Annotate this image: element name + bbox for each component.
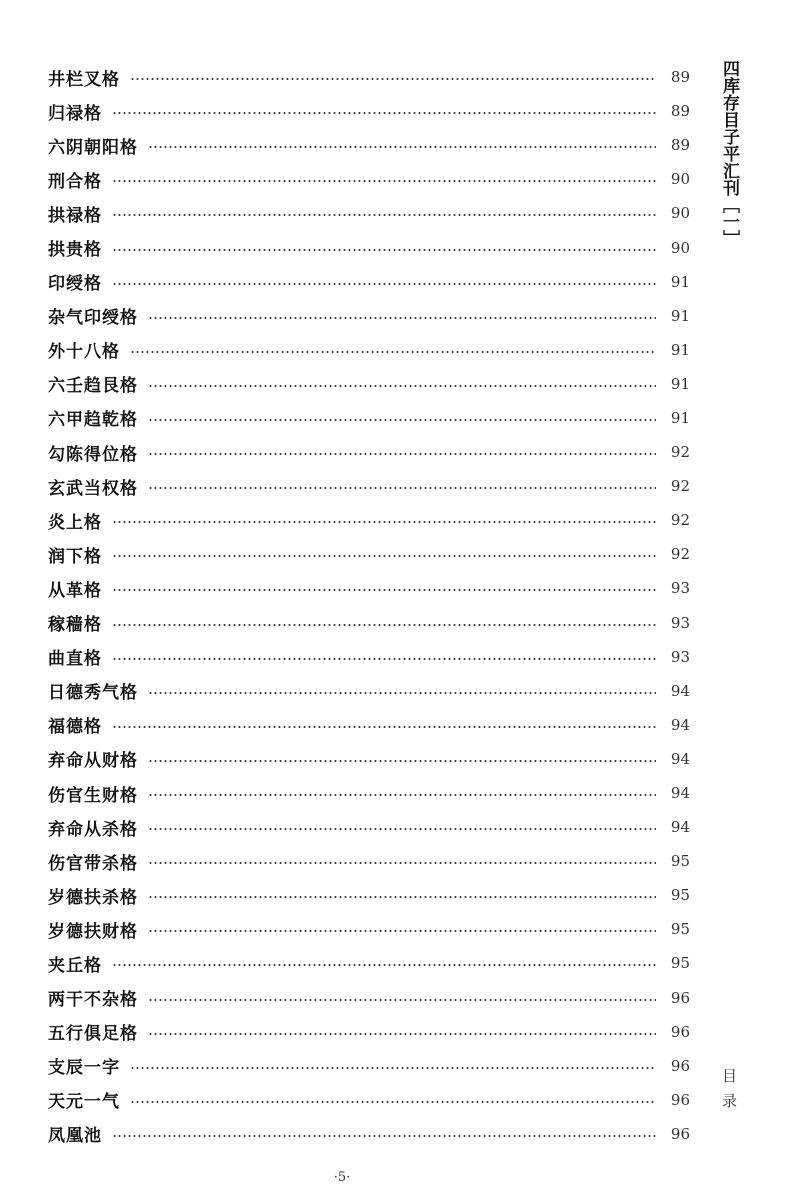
toc-entry [48,742,690,776]
toc-entry [48,503,690,537]
toc-entry [48,981,690,1015]
toc-entry-title: 五行俱足格 [48,1024,138,1045]
toc-entry [48,606,690,640]
table-of-contents [48,60,690,1151]
toc-entry-page: 94 [670,784,690,803]
toc-entry-page: 91 [670,306,690,325]
dot-leader [112,589,656,591]
dot-leader [112,283,656,285]
dot-leader [112,658,656,660]
toc-entry [48,1015,690,1049]
toc-entry [48,94,690,128]
dot-leader [112,1135,656,1137]
dot-leader [148,487,656,489]
dot-leader [148,146,656,148]
toc-entry-page: 96 [670,1124,690,1143]
section-label: 目录 [720,1068,738,1118]
toc-entry-title: 岁德扶杀格 [48,887,138,908]
toc-entry-page: 90 [670,238,690,257]
dot-leader [112,249,656,251]
dot-leader [130,1101,656,1103]
dot-leader [148,999,656,1001]
toc-entry-title: 刑合格 [48,171,102,192]
toc-entry [48,912,690,946]
toc-entry-page: 92 [670,477,690,496]
toc-entry-title: 凤凰池 [48,1126,102,1147]
toc-entry-title: 玄武当权格 [48,478,138,499]
dot-leader [148,828,656,830]
toc-entry [48,128,690,162]
toc-entry-page: 89 [670,68,690,87]
toc-entry-page: 91 [670,374,690,393]
toc-entry [48,537,690,571]
dot-leader [148,1033,656,1035]
toc-entry-title: 伤官生财格 [48,785,138,806]
toc-entry-title: 润下格 [48,546,102,567]
toc-entry-title: 井栏叉格 [48,69,120,90]
toc-entry [48,844,690,878]
toc-entry-title: 夹丘格 [48,955,102,976]
toc-entry-title: 支辰一字 [48,1058,120,1079]
toc-entry-page: 93 [670,613,690,632]
toc-entry [48,1083,690,1117]
toc-entry-page: 89 [670,102,690,121]
toc-entry-page: 92 [670,511,690,530]
toc-entry-title: 勾陈得位格 [48,444,138,465]
toc-entry-page: 92 [670,443,690,462]
dot-leader [130,1067,656,1069]
toc-entry-title: 稼穑格 [48,615,102,636]
toc-entry-page: 93 [670,647,690,666]
toc-entry [48,674,690,708]
toc-entry-title: 六壬趋艮格 [48,376,138,397]
toc-entry [48,1049,690,1083]
toc-entry [48,401,690,435]
toc-entry [48,878,690,912]
toc-entry-title: 外十八格 [48,342,120,363]
toc-entry-page: 94 [670,818,690,837]
toc-entry [48,640,690,674]
toc-entry [48,946,690,980]
toc-entry-page: 91 [670,408,690,427]
page-folio: ·5· [333,1170,351,1185]
toc-entry [48,299,690,333]
toc-entry [48,162,690,196]
dot-leader [148,692,656,694]
toc-entry [48,708,690,742]
toc-entry [48,571,690,605]
dot-leader [112,555,656,557]
toc-entry-title: 杂气印绶格 [48,308,138,329]
toc-entry-page: 95 [670,852,690,871]
toc-entry-page: 96 [670,988,690,1007]
toc-entry-page: 96 [670,1022,690,1041]
dot-leader [112,964,656,966]
dot-leader [130,351,656,353]
toc-entry [48,333,690,367]
toc-entry-page: 91 [670,340,690,359]
dot-leader [112,726,656,728]
toc-entry-page: 91 [670,272,690,291]
book-series-title: 四库存目子平汇刊［一］ [719,60,739,247]
toc-entry-title: 印绶格 [48,274,102,295]
toc-entry-page: 90 [670,204,690,223]
toc-entry-page: 95 [670,886,690,905]
toc-entry-title: 拱贵格 [48,240,102,261]
toc-entry-title: 两干不杂格 [48,990,138,1011]
toc-entry-title: 拱禄格 [48,205,102,226]
dot-leader [148,794,656,796]
toc-entry-page: 94 [670,715,690,734]
dot-leader [112,521,656,523]
toc-entry [48,265,690,299]
toc-entry [48,1117,690,1151]
toc-entry-title: 天元一气 [48,1092,120,1113]
toc-entry [48,435,690,469]
toc-entry [48,60,690,94]
toc-entry-title: 曲直格 [48,649,102,670]
toc-entry-title: 伤官带杀格 [48,853,138,874]
dot-leader [112,180,656,182]
dot-leader [148,453,656,455]
dot-leader [148,385,656,387]
toc-entry [48,469,690,503]
toc-entry-page: 96 [670,1090,690,1109]
dot-leader [148,930,656,932]
toc-entry-title: 日德秀气格 [48,683,138,704]
toc-entry-title: 六阴朝阳格 [48,137,138,158]
dot-leader [148,317,656,319]
toc-entry-page: 94 [670,681,690,700]
toc-entry-title: 从革格 [48,580,102,601]
toc-entry-title: 炎上格 [48,512,102,533]
toc-entry-page: 93 [670,579,690,598]
dot-leader [148,419,656,421]
toc-entry-page: 95 [670,920,690,939]
toc-entry-page: 92 [670,545,690,564]
dot-leader [148,760,656,762]
dot-leader [112,624,656,626]
toc-entry-page: 94 [670,749,690,768]
toc-entry-page: 95 [670,954,690,973]
toc-entry-page: 89 [670,136,690,155]
toc-entry [48,367,690,401]
dot-leader [112,112,656,114]
toc-entry-title: 福德格 [48,717,102,738]
toc-entry [48,196,690,230]
toc-entry-title: 岁德扶财格 [48,921,138,942]
toc-entry [48,776,690,810]
toc-entry-title: 归禄格 [48,103,102,124]
dot-leader [148,862,656,864]
toc-entry-page: 96 [670,1056,690,1075]
dot-leader [148,896,656,898]
dot-leader [130,78,656,80]
toc-entry-title: 弃命从杀格 [48,819,138,840]
toc-entry-title: 弃命从财格 [48,751,138,772]
toc-entry-title: 六甲趋乾格 [48,410,138,431]
dot-leader [112,214,656,216]
toc-entry [48,810,690,844]
toc-entry-page: 90 [670,170,690,189]
toc-entry [48,230,690,264]
